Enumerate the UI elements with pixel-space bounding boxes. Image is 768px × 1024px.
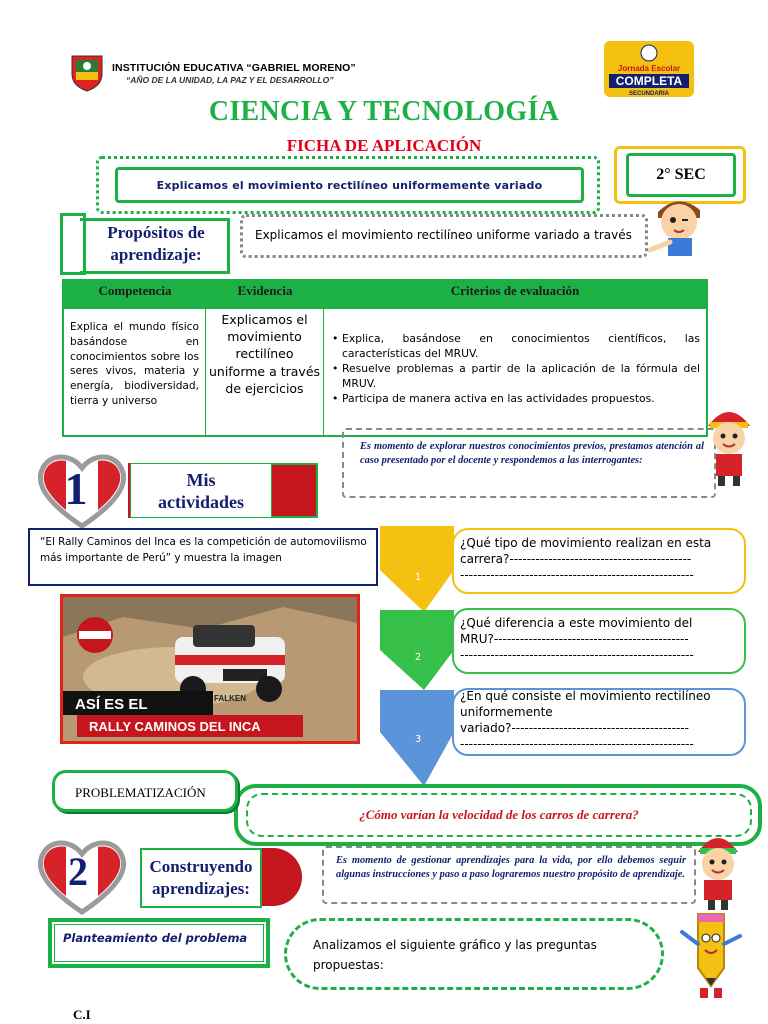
chevron-step-2 [380,610,454,690]
institution-name: INSTITUCIÓN EDUCATIVA “GABRIEL MORENO” [112,62,356,74]
question-3-line2: uniformemente [460,705,553,719]
problem-question: ¿Cómo varían la velocidad de los carros de carrera? [359,807,639,822]
pencil-mascot-illustration [676,908,746,1000]
chevron-step-1 [380,526,454,612]
quote-box [28,528,378,586]
step-number: 3 [414,734,422,745]
andean-child-illustration [700,402,758,486]
question-2-line1: ¿Qué diferencia a este movimiento del [460,616,693,630]
plan-box [54,924,264,962]
cell-criterios [324,309,706,435]
section-title-text: Mis actividades [157,469,244,512]
photo-caption-bottom: RALLY CAMINOS DEL INCA [89,719,261,734]
cell-competencia: Explica el mundo físico basándose en conocimientos sobre los seres vivos, materia y energía, biodiversidad, tierra y universo [64,309,206,435]
footer-text: C.I [73,1007,91,1022]
purpose-box [240,214,648,258]
table-row [64,309,706,435]
plan-label: Planteamiento del problema [63,931,248,945]
question-3-line4: ------------------------------------------------------ [460,737,694,751]
intro-note-text: Es momento de explorar nuestros conocimientos previos, prestamos atención al caso presentado por el docente y respondemos a las interrogantes: [360,441,704,466]
section-title [140,848,262,908]
car-brand: FALKEN [214,694,246,703]
header-evidencia: Evidencia [237,283,293,298]
question-3-line1: ¿En qué consiste el movimiento rectilíneo [460,689,711,703]
problem-question-box [246,793,752,837]
quote-text: “El Rally Caminos del Inca es la competición de automovilismo más importante de Perú” y muestra la imagen [40,536,367,564]
section-title [130,463,272,518]
topic-text: Explicamos el movimiento rectilíneo uniformemente variado [156,178,543,192]
purpose-text: Explicamos el movimiento rectilíneo uniforme variado a través [255,228,632,242]
jec-logo-top: Jornada Escolar [617,64,681,73]
page-title: CIENCIA Y TECNOLOGÍA [208,96,560,127]
question-3-line3: variado?----------------------------------------- [460,721,689,735]
institution-motto: “AÑO DE LA UNIDAD, LA PAZ Y EL DESARROLLO” [126,75,334,85]
topic-box [115,167,584,203]
section-title-text: Construyendo aprendizajes: [149,857,253,898]
purpose-label: Propósitos de aprendizaje: [107,223,205,264]
section-number: 2 [68,849,88,894]
question-2-line2: MRU?--------------------------------------------- [460,632,689,646]
page-subtitle: FICHA DE APLICACIÓN [286,136,482,155]
analyze-box [284,918,664,990]
step-number: 2 [414,652,422,663]
problematizacion-tab [52,770,238,812]
jec-logo-sub: SECUNDARIA [628,91,670,97]
rally-photo [60,594,360,744]
cell-evidencia: Explicamos el movimiento rectilíneo uniforme a través de ejercicios [206,309,324,435]
question-1-line1: ¿Qué tipo de movimiento realizan en esta [460,536,712,550]
header-competencia: Competencia [98,283,172,298]
jec-logo [604,41,694,97]
criterio-item: • Participa de manera activa en las actividades propuestos. [332,391,700,406]
school-crest-icon [68,52,106,92]
andean-child-illustration [690,828,746,910]
header-criterios: Criterios de evaluación [450,283,580,298]
jec-logo-main: COMPLETA [615,74,683,88]
question-2-line3: ------------------------------------------------------ [460,648,694,662]
table-header [64,281,706,309]
photo-caption-top: ASÍ ES EL [75,696,148,713]
step-number: 1 [414,572,422,583]
question-1-line2: carrera?------------------------------------------ [460,552,692,566]
instructions-note [322,846,696,904]
criterio-item: • Explica, basándose en conocimientos científicos, las características del MRUV. [332,331,700,361]
criterio-item: • Resuelve problemas a partir de la aplicación de la fórmula del MRUV. [332,361,700,391]
problematizacion-label: PROBLEMATIZACIÓN [75,785,206,800]
analyze-text: Analizamos el siguiente gráfico y las preguntas propuestas: [313,938,597,972]
competency-table [62,279,708,437]
grade-badge: 2° SEC [626,153,736,197]
boy-waving-illustration [648,194,714,256]
instructions-note-text: Es momento de gestionar aprendizajes para la vida, por ello debemos seguir algunas instrucciones y paso a paso lograremos nuestro propósito de aprendizaje. [336,855,686,880]
intro-note [342,428,716,498]
section-number: 1 [64,463,88,514]
question-1-line3: ------------------------------------------------------ [460,568,694,582]
